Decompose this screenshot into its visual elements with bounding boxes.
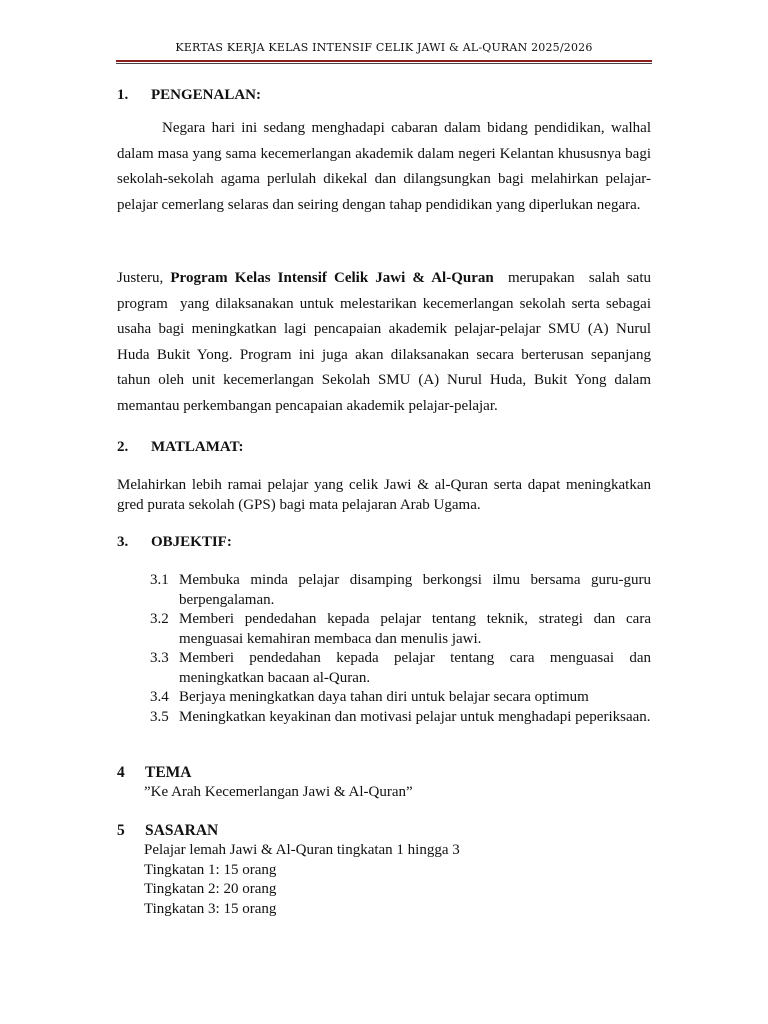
section-number: 1. [117,87,129,103]
section-number: 4 [117,764,125,781]
pengenalan-paragraph-2 [117,266,655,419]
list-item [150,688,651,708]
section-title: SASARAN [145,822,219,839]
sasaran-lines [144,841,651,919]
list-item [150,571,651,610]
section-heading-matlamat [117,439,651,456]
section-title: MATLAMAT: [151,439,244,455]
list-item-number: 3.1 [150,572,169,588]
section-title: PENGENALAN: [151,87,262,103]
page-header: KERTAS KERJA KELAS INTENSIF CELIK JAWI & AL-QURAN 2025/2026 [175,41,593,54]
list-item-number: 3.3 [150,650,169,666]
list-item [150,649,651,688]
section-heading-sasaran [117,822,651,840]
list-item-text: Meningkatkan keyakinan dan motivasi pelajar untuk menghadapi peperiksaan. [179,708,651,725]
objektif-list [150,571,651,727]
sasaran-line: Tingkatan 1: 15 orang [144,861,277,878]
program-name: Program Kelas Intensif Celik Jawi & Al-Quran [170,270,494,286]
pengenalan-paragraph-1: Negara hari ini sedang menghadapi cabaran dalam bidang pendidikan, walhal dalam masa yang sama kecemerlangan akademik dalam negeri Kelantan khususnya bagi sekolah-sekolah agama perlulah dikekal dan dilangsungkan bagi melahirkan pelajar-pelajar cemerlang selaras dan seiring dengan tahap pendidikan yang diperlukan negara. [117,120,651,213]
list-item-text: Memberi pendedahan kepada pelajar tentang teknik, strategi dan cara menguasai kemahiran membaca dan menulis jawi. [179,611,651,647]
header-rule-thin [116,63,652,64]
section-number: 2. [117,439,129,455]
section-number: 3. [117,534,129,550]
header-rule-thick [116,60,652,62]
list-item-text: Berjaya meningkatkan daya tahan diri untuk belajar secara optimum [179,689,589,705]
paragraph-prefix: Justeru, [117,270,171,286]
sasaran-line: Pelajar lemah Jawi & Al-Quran tingkatan 1 hingga 3 [144,842,460,858]
section-title: TEMA [145,764,192,781]
list-item-number: 3.4 [150,689,169,705]
list-item [150,610,651,649]
section-heading-tema [117,764,651,782]
section-heading-pengenalan [117,87,651,104]
list-item [150,708,651,728]
section-heading-objektif [117,534,651,551]
list-item-text: Memberi pendedahan kepada pelajar tentang cara menguasai dan meningkatkan bacaan al-Quran. [179,650,651,686]
matlamat-text: Melahirkan lebih ramai pelajar yang celik Jawi & al-Quran serta dapat meningkatkan gred purata sekolah (GPS) bagi mata pelajaran Arab Ugama. [117,477,651,513]
section-number: 5 [117,822,125,839]
tema-text [144,783,651,803]
list-item-number: 3.2 [150,611,169,627]
section-title: OBJEKTIF: [151,534,232,550]
tema-quote: ”Ke Arah Kecemerlangan Jawi & Al-Quran” [144,784,413,800]
sasaran-line: Tingkatan 3: 15 orang [144,900,277,917]
sasaran-line: Tingkatan 2: 20 orang [144,881,277,897]
paragraph-rest: merupakan salah satu program yang dilaksanakan untuk melestarikan kecemerlangan sekolah serta sebagai usaha bagi meningkatkan lagi pencapaian akademik pelajar-pelajar SMU (A) Nurul Huda Bukit Yong. Program ini juga akan dilaksanakan secara berterusan sepanjang tahun oleh unit kecemerlangan Sekolah SMU (A) Nurul Huda, Bukit Yong dalam memantau perkembangan pencapaian akademik pelajar-pelajar. [117,270,655,414]
list-item-text: Membuka minda pelajar disamping berkongsi ilmu bersama guru-guru berpengalaman. [179,572,651,608]
list-item-number: 3.5 [150,708,169,725]
